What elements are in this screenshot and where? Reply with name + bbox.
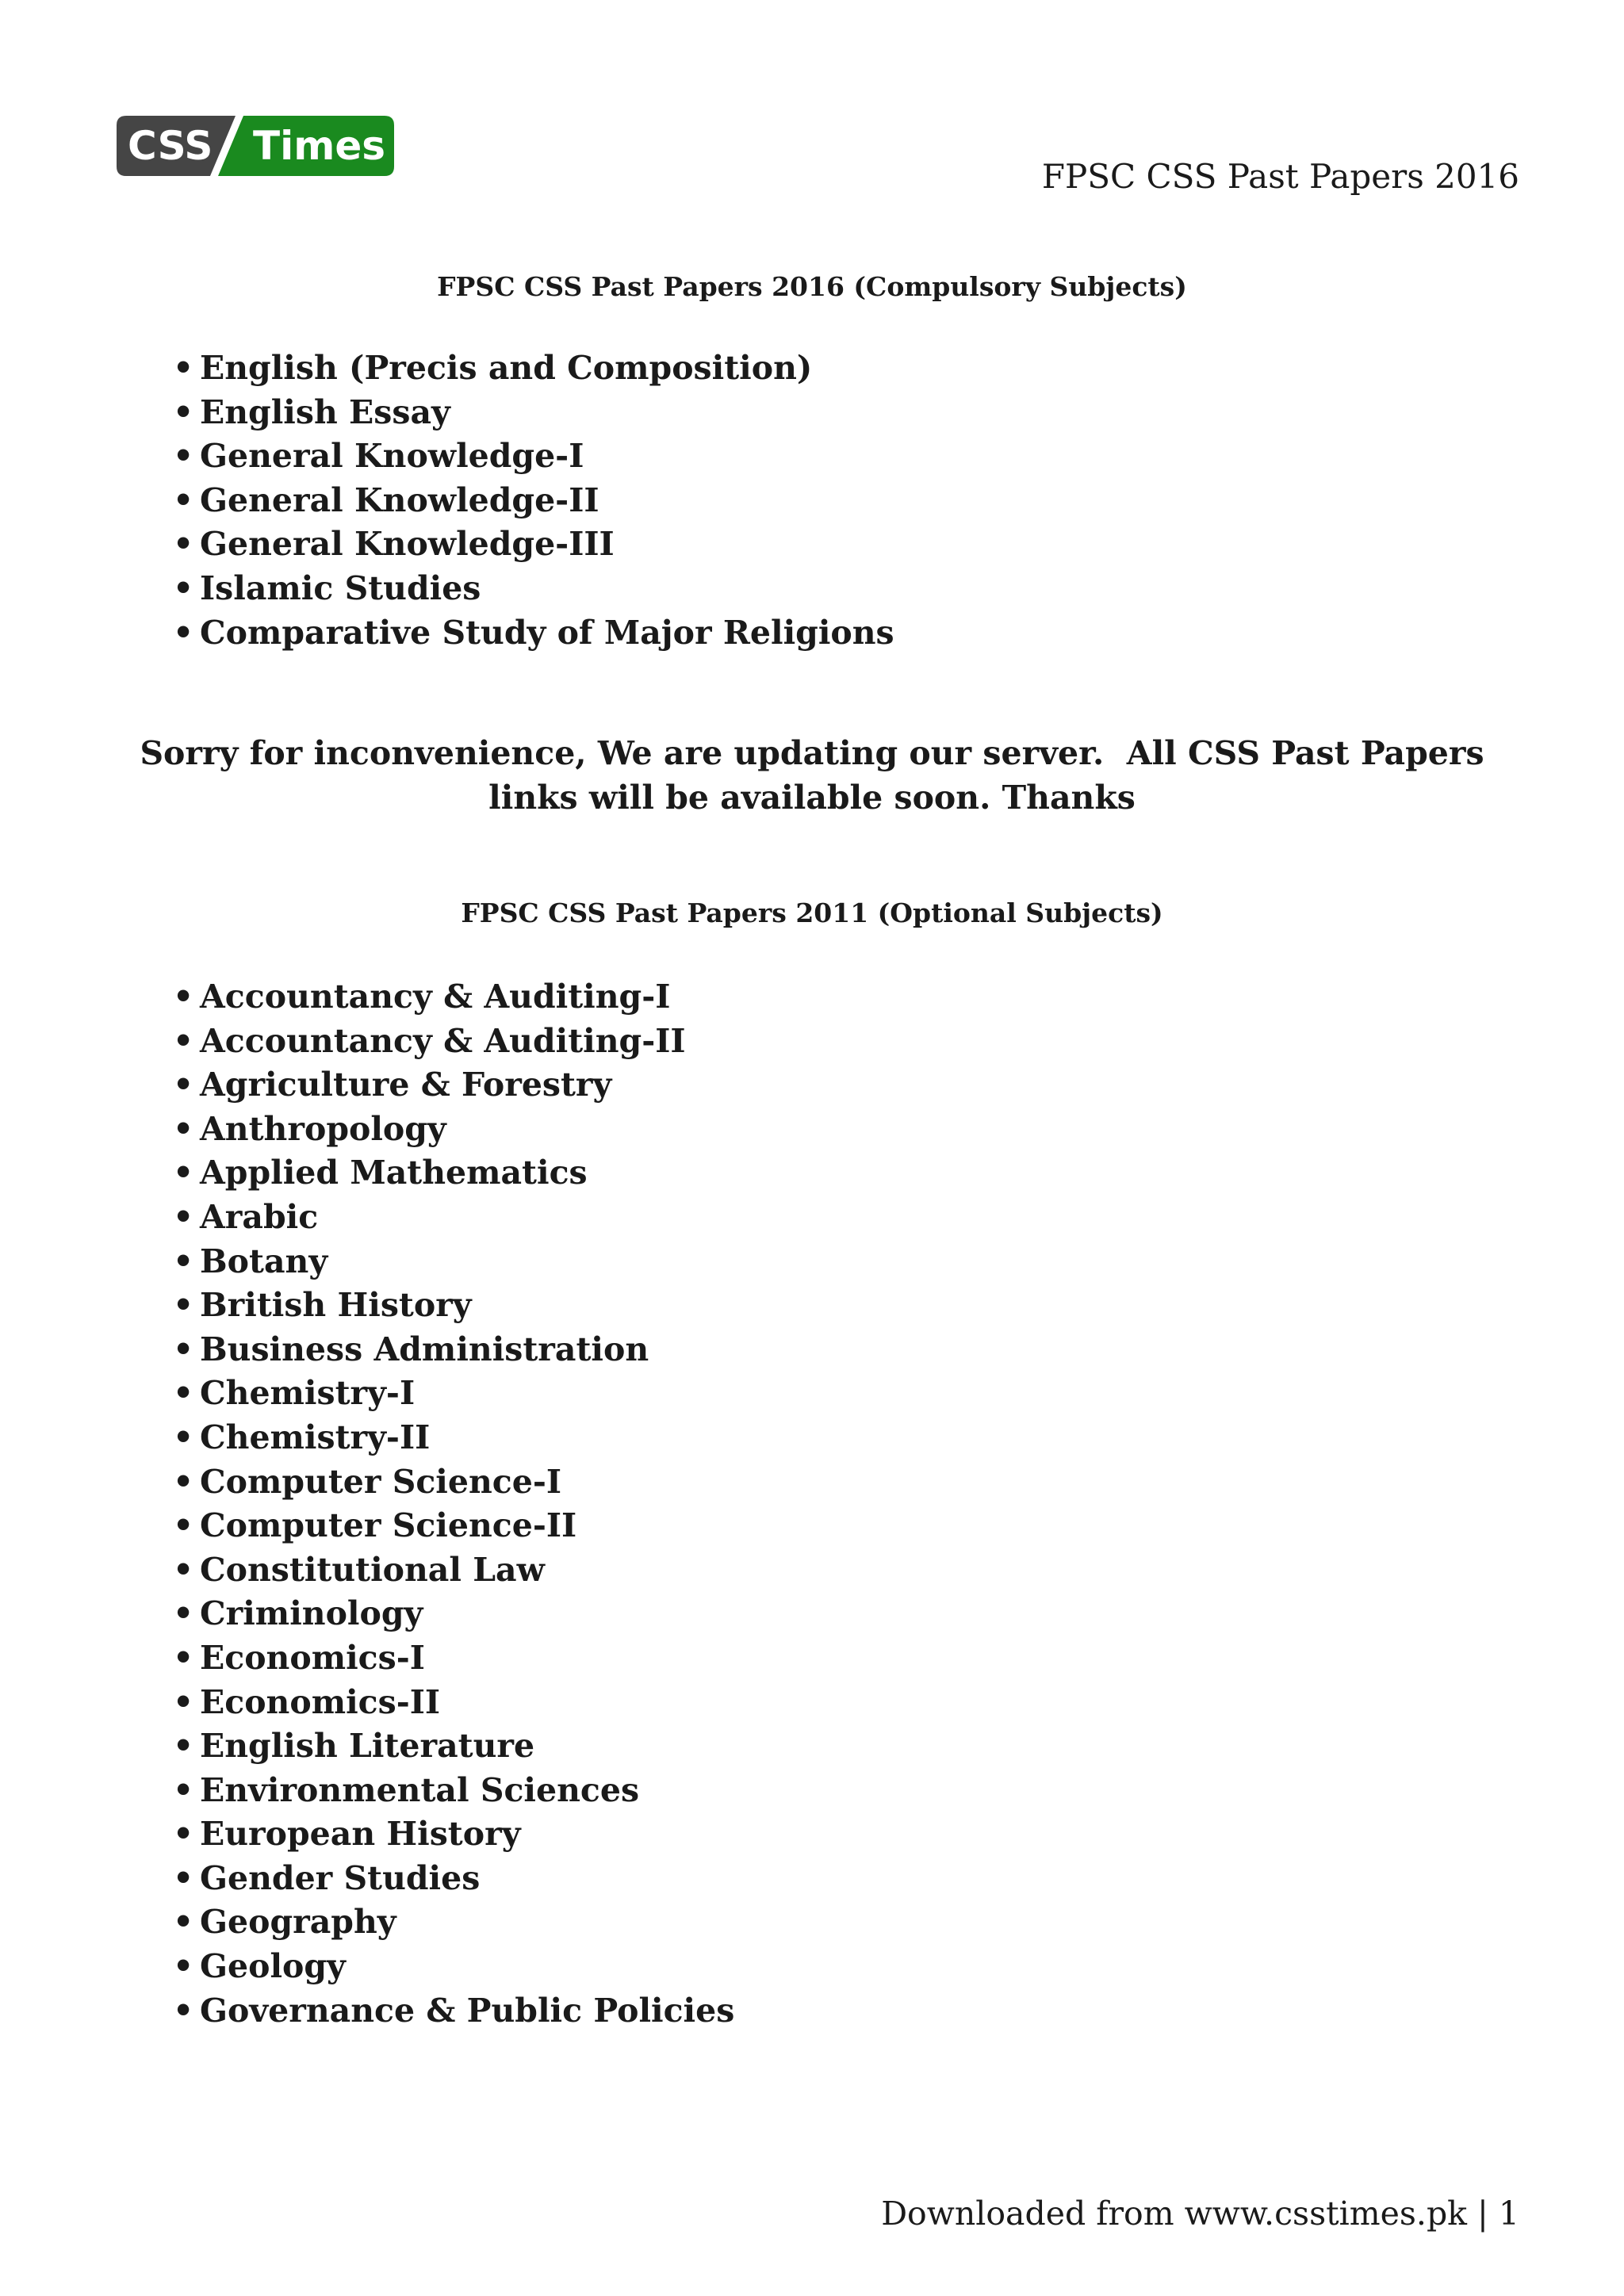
notice-line-1: Sorry for inconvenience, We are updating our server. All CSS Past Papers [140, 734, 1484, 772]
subject-list-item[interactable] [173, 479, 894, 523]
compulsory-subject-list [173, 346, 894, 655]
subject-list-item[interactable] [173, 391, 894, 435]
subject-list-item[interactable] [173, 522, 894, 567]
bullet-icon: • [173, 1374, 194, 1413]
logo-left-text: CSS [128, 123, 213, 169]
subject-list-item[interactable] [173, 1945, 734, 1989]
bullet-icon: • [173, 1066, 194, 1104]
subject-list-item[interactable] [173, 1769, 734, 1813]
bullet-icon: • [173, 1242, 194, 1280]
subject-name: Applied Mathematics [200, 1154, 588, 1192]
bullet-icon: • [173, 437, 194, 476]
compulsory-section-title: FPSC CSS Past Papers 2016 (Compulsory Subjects) [437, 271, 1187, 302]
bullet-icon: • [173, 568, 194, 607]
subject-list-item[interactable] [173, 1504, 734, 1548]
bullet-icon: • [173, 1903, 194, 1942]
bullet-icon: • [173, 1770, 194, 1809]
css-times-logo [117, 116, 394, 176]
bullet-icon: • [173, 1815, 194, 1854]
subject-list-item[interactable] [173, 1812, 734, 1857]
subject-name: Business Administration [200, 1330, 649, 1368]
subject-list-item[interactable] [173, 1240, 734, 1284]
page-footer: Downloaded from www.csstimes.pk | 1 [881, 2195, 1519, 2233]
bullet-icon: • [173, 1550, 194, 1589]
subject-name: Islamic Studies [200, 568, 481, 607]
subject-name: Constitutional Law [200, 1550, 545, 1589]
subject-name: Criminology [200, 1594, 423, 1633]
bullet-icon: • [173, 349, 194, 387]
subject-name: British History [200, 1286, 472, 1325]
server-notice [0, 731, 1624, 820]
subject-name: Chemistry-II [200, 1418, 431, 1456]
subject-name: Accountancy & Auditing-I [200, 978, 671, 1016]
subject-name: Computer Science-I [200, 1462, 562, 1501]
subject-name: Comparative Study of Major Religions [200, 613, 894, 652]
subject-name: Economics-II [200, 1682, 441, 1721]
subject-list-item[interactable] [173, 567, 894, 611]
subject-list-item[interactable] [173, 1108, 734, 1152]
bullet-icon: • [173, 1286, 194, 1325]
subject-list-item[interactable] [173, 1548, 734, 1593]
subject-list-item[interactable] [173, 1681, 734, 1725]
subject-list-item[interactable] [173, 1724, 734, 1769]
bullet-icon: • [173, 1109, 194, 1148]
bullet-icon: • [173, 1991, 194, 2030]
subject-name: Arabic [200, 1197, 319, 1236]
subject-name: Economics-I [200, 1638, 425, 1677]
subject-list-item[interactable] [173, 611, 894, 656]
subject-name: English (Precis and Composition) [200, 349, 813, 387]
bullet-icon: • [173, 1462, 194, 1501]
subject-list-item[interactable] [173, 1460, 734, 1505]
subject-list-item[interactable] [173, 1857, 734, 1901]
subject-name: General Knowledge-II [200, 480, 599, 519]
header-title: FPSC CSS Past Papers 2016 [1041, 157, 1519, 196]
bullet-icon: • [173, 1021, 194, 1060]
subject-name: Agriculture & Forestry [200, 1066, 612, 1104]
bullet-icon: • [173, 613, 194, 652]
subject-list-item[interactable] [173, 346, 894, 391]
bullet-icon: • [173, 1727, 194, 1766]
bullet-icon: • [173, 392, 194, 431]
subject-list-item[interactable] [173, 1196, 734, 1240]
bullet-icon: • [173, 1330, 194, 1368]
subject-name: Computer Science-II [200, 1506, 577, 1545]
subject-list-item[interactable] [173, 1328, 734, 1372]
subject-name: Geography [200, 1903, 396, 1942]
subject-name: Botany [200, 1242, 328, 1280]
subject-name: English Literature [200, 1727, 535, 1766]
subject-name: English Essay [200, 392, 450, 431]
subject-name: Governance & Public Policies [200, 1991, 735, 2030]
subject-name: Accountancy & Auditing-II [200, 1021, 686, 1060]
bullet-icon: • [173, 1197, 194, 1236]
optional-section-title: FPSC CSS Past Papers 2011 (Optional Subjects) [461, 897, 1163, 928]
subject-name: Gender Studies [200, 1858, 481, 1897]
bullet-icon: • [173, 1154, 194, 1192]
subject-name: Chemistry-I [200, 1374, 416, 1413]
subject-list-item[interactable] [173, 1063, 734, 1108]
subject-list-item[interactable] [173, 1416, 734, 1460]
subject-list-item[interactable] [173, 1372, 734, 1416]
subject-list-item[interactable] [173, 1636, 734, 1681]
subject-list-item[interactable] [173, 1989, 734, 2034]
notice-line-2: links will be available soon. Thanks [488, 779, 1136, 817]
subject-list-item[interactable] [173, 434, 894, 479]
logo-right-text: Times [253, 123, 386, 169]
bullet-icon: • [173, 1682, 194, 1721]
subject-list-item[interactable] [173, 1592, 734, 1636]
bullet-icon: • [173, 1947, 194, 1986]
subject-name: Geology [200, 1947, 346, 1986]
subject-list-item[interactable] [173, 1900, 734, 1945]
subject-name: Anthropology [200, 1109, 446, 1148]
bullet-icon: • [173, 1506, 194, 1545]
subject-name: General Knowledge-III [200, 525, 615, 564]
subject-name: European History [200, 1815, 521, 1854]
bullet-icon: • [173, 978, 194, 1016]
bullet-icon: • [173, 1858, 194, 1897]
subject-list-item[interactable] [173, 975, 734, 1020]
optional-subject-list [173, 975, 734, 2033]
subject-list-item[interactable] [173, 1151, 734, 1196]
bullet-icon: • [173, 480, 194, 519]
bullet-icon: • [173, 1418, 194, 1456]
bullet-icon: • [173, 1594, 194, 1633]
bullet-icon: • [173, 1638, 194, 1677]
subject-list-item[interactable] [173, 1284, 734, 1328]
subject-list-item[interactable] [173, 1020, 734, 1064]
subject-name: Environmental Sciences [200, 1770, 640, 1809]
subject-name: General Knowledge-I [200, 437, 584, 476]
bullet-icon: • [173, 525, 194, 564]
